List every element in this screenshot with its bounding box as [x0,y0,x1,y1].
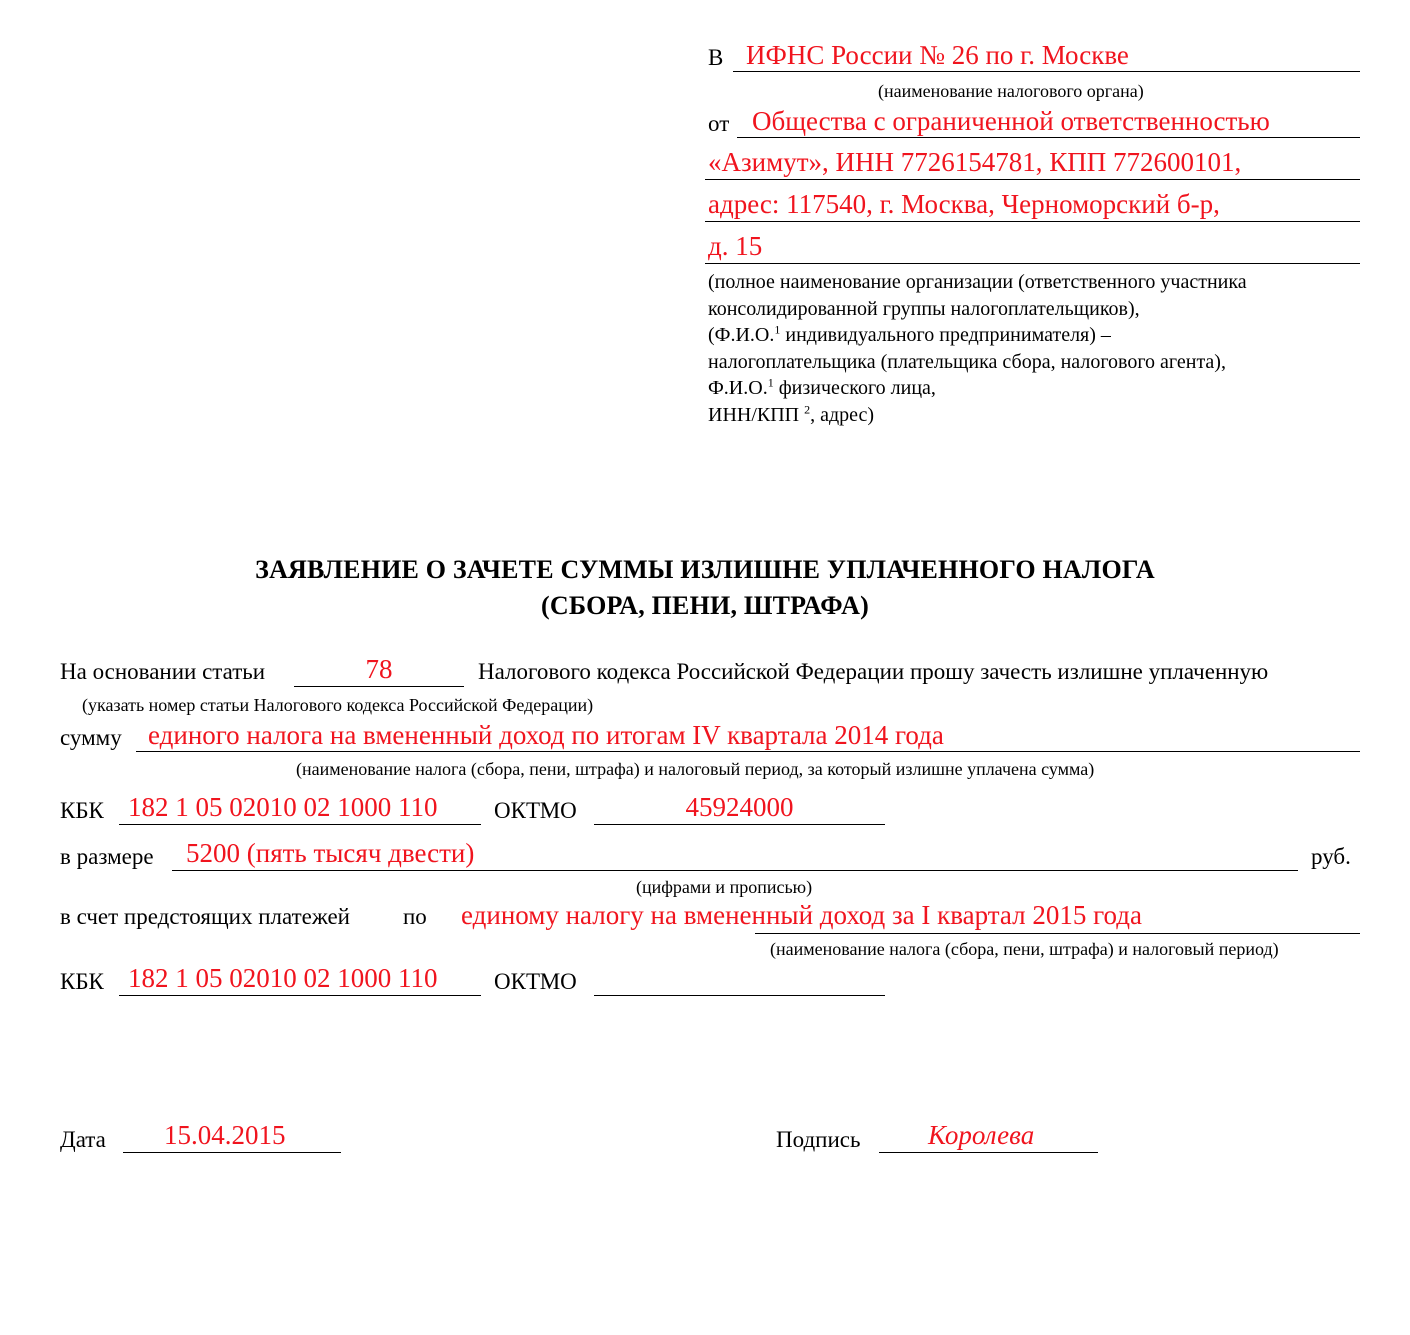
tax-sum-underline [136,751,1360,752]
article-number-value[interactable]: 78 [365,654,393,684]
signature-underline [879,1152,1098,1153]
future-prefix: в счет предстоящих платежей [60,904,350,929]
kbk-value-2[interactable]: 182 1 05 02010 02 1000 110 [128,963,438,993]
from-caption-line-5: Ф.И.О.$^1$ физического лица, [708,375,936,399]
from-line-3[interactable]: адрес: 117540, г. Москва, Черноморский б-р, [708,189,1220,219]
from-caption-line-6: ИНН/КПП $^2$, адрес) [708,401,875,426]
tax-sum-value[interactable]: единого налога на вмененный доход по итогам IV квартала 2014 года [148,720,944,750]
future-payment-value[interactable]: единому налогу на вмененный доход за I квартал 2015 года [461,900,1142,930]
from-caption-line-4: налогоплательщика (плательщика сбора, налогового агента), [708,350,1226,373]
kbk-value-1[interactable]: 182 1 05 02010 02 1000 110 [128,792,438,822]
from-line-4[interactable]: д. 15 [708,231,763,261]
amount-underline [172,870,1298,871]
article-suffix: Налогового кодекса Российской Федерации прошу зачесть излишне уплаченную [478,659,1269,684]
tax-authority-value[interactable]: ИФНС России № 26 по г. Москве [746,40,1129,70]
tax-authority-caption: (наименование налогового органа) [878,81,1144,101]
oktmo-underline-1 [594,824,885,825]
date-value[interactable]: 15.04.2015 [164,1120,286,1150]
future-po: по [403,904,427,929]
kbk-underline-1 [119,824,481,825]
signature-label: Подпись [776,1127,861,1152]
amount-value[interactable]: 5200 (пять тысяч двести) [186,838,475,868]
signature-value[interactable]: Королева [928,1120,1035,1150]
article-prefix: На основании статьи [60,659,266,684]
from-underline-2 [705,179,1360,180]
oktmo-value-1[interactable]: 45924000 [685,792,794,822]
from-underline-3 [705,221,1360,222]
from-caption-line-2: консолидированной группы налогоплательщиков), [708,297,1140,320]
kbk-label-2: КБК [60,969,104,994]
future-payment-underline [755,933,1360,934]
document-title-line-1: ЗАЯВЛЕНИЕ О ЗАЧЕТЕ СУММЫ ИЗЛИШНЕ УПЛАЧЕННОГО НАЛОГА [255,555,1155,584]
oktmo-label-2: ОКТМО [494,969,577,994]
kbk-underline-2 [119,995,481,996]
tax-authority-underline [733,71,1360,72]
from-underline-4 [705,263,1360,264]
article-caption: (указать номер статьи Налогового кодекса Российской Федерации) [82,695,594,715]
from-line-2[interactable]: «Азимут», ИНН 7726154781, КПП 772600101, [708,147,1242,177]
amount-caption: (цифрами и прописью) [636,877,813,897]
amount-prefix: в размере [60,844,154,869]
to-prefix: В [708,45,724,70]
amount-suffix: руб. [1311,844,1351,869]
from-prefix: от [708,111,730,136]
from-caption-line-1: (полное наименование организации (ответственного участника [708,271,1247,293]
tax-sum-caption: (наименование налога (сбора, пени, штрафа) и налоговый период, за который излишне уплачена сумма) [296,759,1095,779]
kbk-label-1: КБК [60,798,104,823]
from-underline-1 [737,137,1360,138]
document-title-line-2: (СБОРА, ПЕНИ, ШТРАФА) [541,591,869,620]
sum-prefix: сумму [60,725,122,750]
from-caption [708,269,1247,428]
article-number-underline [294,686,464,687]
oktmo-underline-2 [594,995,885,996]
date-label: Дата [60,1127,106,1152]
date-underline [123,1152,341,1153]
future-payment-caption: (наименование налога (сбора, пени, штрафа) и налоговый период) [770,939,1279,959]
from-caption-line-3: (Ф.И.О.$^1$ индивидуального предпринимателя) – [708,322,1111,346]
oktmo-label-1: ОКТМО [494,798,577,823]
from-line-1[interactable]: Общества с ограниченной ответственностью [752,106,1270,136]
